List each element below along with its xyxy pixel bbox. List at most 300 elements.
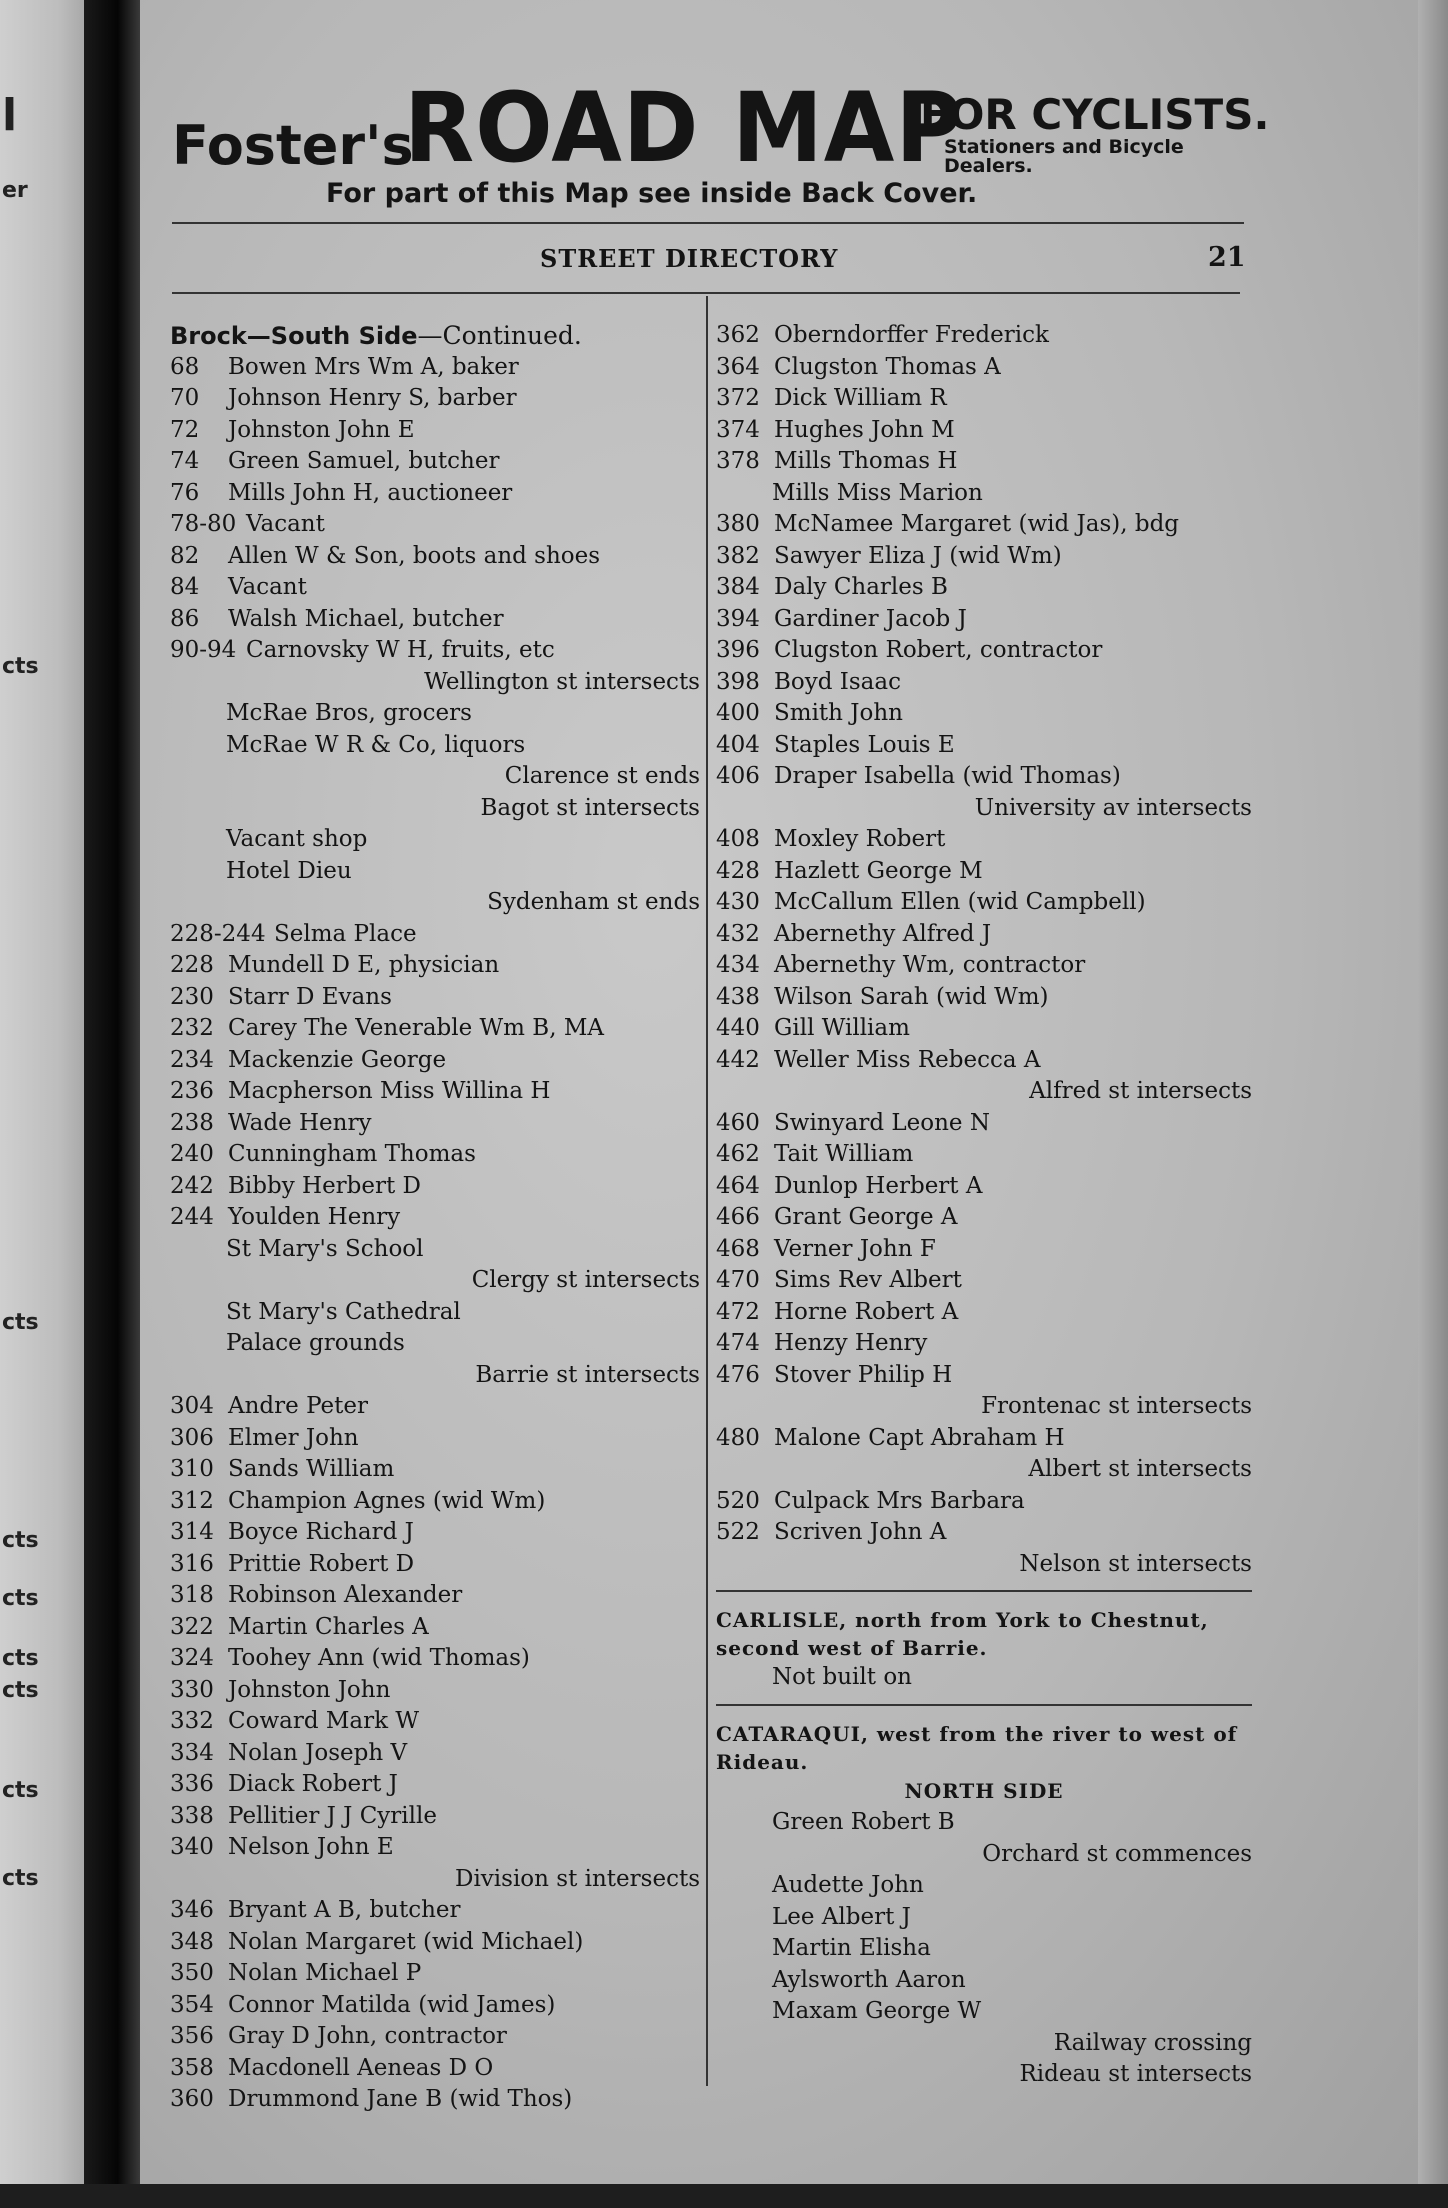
directory-entry	[716, 698, 1252, 730]
entry-name: Abernethy Wm, contractor	[774, 952, 1086, 978]
directory-entry	[716, 509, 1252, 541]
entry-name: Boyce Richard J	[228, 1519, 414, 1545]
directory-entry	[716, 1486, 1252, 1518]
header-rule	[172, 222, 1244, 224]
directory-entry	[716, 1454, 1252, 1486]
cataraqui-side: NORTH SIDE	[904, 1778, 1064, 1803]
directory-entry	[170, 1738, 700, 1770]
directory-entry	[170, 856, 700, 888]
entry-name: Bibby Herbert D	[228, 1172, 421, 1199]
directory-entry	[170, 1927, 700, 1959]
house-number: 230	[170, 983, 214, 1010]
entry-name: Johnston John E	[228, 416, 415, 443]
house-number: 476	[716, 1361, 760, 1388]
directory-entry	[170, 1486, 700, 1518]
entry-name: Nolan Michael P	[228, 1960, 422, 1986]
directory-entry	[716, 1045, 1252, 1077]
directory-entry	[170, 1832, 700, 1864]
entry-name: Martin Charles A	[228, 1613, 429, 1640]
entry-name: McRae Bros, grocers	[226, 700, 472, 726]
entry-name: Vacant	[228, 574, 307, 600]
carlisle-heading: CARLISLE, north from York to Chestnut, second west of Barrie.	[716, 1608, 1209, 1660]
house-number: 404	[716, 731, 760, 758]
directory-entry	[170, 509, 700, 541]
entry-name: Oberndorffer Frederick	[774, 322, 1049, 348]
cross-street: Division st intersects	[455, 1865, 700, 1892]
directory-entry	[170, 604, 700, 636]
cross-street: Sydenham st ends	[487, 889, 700, 915]
directory-entry	[716, 320, 1252, 352]
running-head: STREET DIRECTORY	[540, 244, 839, 273]
directory-entry	[716, 1839, 1252, 1871]
entry-name: Walsh Michael, butcher	[228, 605, 504, 632]
carlisle-note: Not built on	[772, 1664, 912, 1690]
entry-name: Clugston Thomas A	[774, 353, 1001, 380]
directory-entry	[170, 478, 700, 510]
house-number: 522	[716, 1519, 760, 1545]
directory-entry	[716, 1171, 1252, 1203]
binding-gutter	[84, 0, 140, 2208]
entry-name: Maxam George W	[772, 1998, 982, 2024]
entry-name: Tait William	[774, 1141, 914, 1167]
entry-name: Hotel Dieu	[226, 857, 352, 884]
cross-street: Alfred st intersects	[1029, 1078, 1252, 1104]
directory-entry	[170, 793, 700, 825]
house-number: 382	[716, 542, 760, 569]
margin-fragment: cts	[2, 1586, 39, 1611]
entry-name: Draper Isabella (wid Thomas)	[774, 763, 1121, 789]
entry-name: Abernethy Alfred J	[774, 920, 992, 947]
right-entries	[716, 320, 1252, 1580]
cross-street: Frontenac st intersects	[981, 1393, 1252, 1419]
entry-name: Dunlop Herbert A	[774, 1172, 983, 1199]
entry-name: Connor Matilda (wid James)	[228, 1991, 556, 2018]
ad-subtitle: For part of this Map see inside Back Cover.	[326, 178, 978, 209]
continued-label: —Continued.	[417, 321, 582, 350]
house-number: 244	[170, 1204, 214, 1230]
directory-entry	[170, 824, 700, 856]
house-number: 442	[716, 1046, 760, 1073]
entry-name: Martin Elisha	[772, 1935, 931, 1961]
directory-entry	[716, 478, 1252, 510]
entry-name: McRae W R & Co, liquors	[226, 731, 526, 758]
entry-name: Vacant	[246, 511, 325, 537]
directory-entry	[716, 1297, 1252, 1329]
house-number: 438	[716, 983, 760, 1010]
margin-fragment: cts	[2, 654, 39, 679]
margin-fragment: cts	[2, 1528, 39, 1553]
directory-entry	[716, 2028, 1252, 2060]
house-number: 440	[716, 1015, 760, 1041]
cross-street: Nelson st intersects	[1019, 1550, 1252, 1577]
house-number: 358	[170, 2054, 214, 2081]
entry-name: Aylsworth Aaron	[772, 1966, 966, 1993]
margin-fragment: l	[2, 90, 18, 141]
entry-name: Gardiner Jacob J	[774, 605, 967, 632]
house-number: 306	[170, 1424, 214, 1451]
directory-entry	[716, 919, 1252, 951]
house-number: 304	[170, 1393, 214, 1419]
entry-name: Sands William	[228, 1456, 395, 1482]
cross-street: Orchard st commences	[982, 1840, 1252, 1867]
running-head-rule	[172, 292, 1240, 294]
ad-stationers: Stationers and Bicycle Dealers.	[944, 136, 1184, 177]
house-number: 76	[170, 479, 200, 506]
cross-street: Albert st intersects	[1028, 1456, 1252, 1482]
cross-street: Wellington st intersects	[424, 668, 700, 695]
entry-name: Nolan Margaret (wid Michael)	[228, 1928, 584, 1955]
entry-name: Smith John	[774, 700, 903, 726]
directory-entry	[170, 1801, 700, 1833]
entry-name: Staples Louis E	[774, 731, 955, 758]
entry-name: Pellitier J J Cyrille	[228, 1802, 437, 1829]
directory-entry	[716, 1423, 1252, 1455]
cross-street: University av intersects	[974, 794, 1252, 821]
directory-entry	[170, 730, 700, 762]
house-number: 228	[170, 952, 214, 978]
cross-street: Clarence st ends	[504, 763, 700, 789]
house-number: 346	[170, 1897, 214, 1923]
directory-entry	[716, 1328, 1252, 1360]
entry-name: Lee Albert J	[772, 1903, 911, 1930]
entry-name: Macpherson Miss Willina H	[228, 1078, 551, 1104]
directory-entry	[716, 793, 1252, 825]
directory-entry	[170, 383, 700, 415]
house-number: 360	[170, 2086, 214, 2112]
section-rule	[716, 1704, 1252, 1706]
directory-entry	[170, 1139, 700, 1171]
cross-street: Rideau st intersects	[1019, 2061, 1252, 2087]
directory-entry	[716, 1933, 1252, 1965]
entry-name: Carey The Venerable Wm B, MA	[228, 1015, 604, 1041]
entry-name: Green Samuel, butcher	[228, 448, 500, 474]
directory-entry	[170, 1234, 700, 1266]
directory-entry	[716, 730, 1252, 762]
house-number: 466	[716, 1204, 760, 1230]
directory-entry	[170, 1202, 700, 1234]
directory-entry	[716, 604, 1252, 636]
house-number: 384	[716, 574, 760, 600]
cross-street: Railway crossing	[1053, 2029, 1252, 2056]
page-edge	[1418, 0, 1448, 2208]
directory-entry	[170, 1549, 700, 1581]
directory-entry	[170, 2084, 700, 2116]
directory-entry	[716, 824, 1252, 856]
ad-for-cyclists: FOR CYCLISTS.	[920, 90, 1270, 139]
page-number: 21	[1208, 242, 1246, 273]
entry-name: Swinyard Leone N	[774, 1109, 990, 1136]
house-number: 472	[716, 1298, 760, 1325]
directory-entry	[716, 1265, 1252, 1297]
entry-name: Mills Miss Marion	[772, 479, 983, 506]
directory-entry	[170, 635, 700, 667]
directory-entry	[170, 1769, 700, 1801]
house-number: 90-94	[170, 637, 237, 663]
house-number: 430	[716, 889, 760, 915]
directory-entry	[716, 1108, 1252, 1140]
directory-entry	[170, 698, 700, 730]
entry-name: Wilson Sarah (wid Wm)	[774, 983, 1049, 1010]
entry-name: Daly Charles B	[774, 574, 948, 600]
directory-entry	[170, 541, 700, 573]
cross-street: Bagot st intersects	[480, 794, 700, 821]
directory-entry	[170, 2021, 700, 2053]
house-number: 330	[170, 1676, 214, 1703]
directory-entry	[170, 446, 700, 478]
entry-name: Nolan Joseph V	[228, 1739, 408, 1766]
entry-name: Vacant shop	[226, 826, 368, 852]
directory-entry	[716, 887, 1252, 919]
entry-name: Allen W & Son, boots and shoes	[228, 542, 601, 569]
house-number: 68	[170, 353, 200, 380]
house-number: 72	[170, 416, 200, 443]
entry-name: St Mary's School	[226, 1235, 424, 1262]
entry-name: Mundell D E, physician	[228, 952, 500, 978]
directory-entry	[716, 2059, 1252, 2091]
house-number: 380	[716, 511, 760, 537]
house-number: 70	[170, 385, 200, 411]
house-number: 394	[716, 605, 760, 632]
entry-name: Stover Philip H	[774, 1361, 953, 1388]
directory-entry	[716, 446, 1252, 478]
house-number: 470	[716, 1267, 760, 1293]
directory-entry	[170, 572, 700, 604]
entry-name: Scriven John A	[774, 1519, 947, 1545]
directory-entry	[170, 1643, 700, 1675]
house-number: 434	[716, 952, 760, 978]
house-number: 84	[170, 574, 200, 600]
directory-entry	[170, 1895, 700, 1927]
directory-entry	[170, 1171, 700, 1203]
directory-entry	[170, 1108, 700, 1140]
margin-fragment: cts	[2, 1778, 39, 1803]
entry-name: Prittie Robert D	[228, 1550, 415, 1577]
directory-entry	[170, 1391, 700, 1423]
house-number: 362	[716, 322, 760, 348]
entry-name: St Mary's Cathedral	[226, 1298, 461, 1325]
house-number: 334	[170, 1739, 214, 1766]
directory-entry	[170, 1013, 700, 1045]
directory-entry	[716, 667, 1252, 699]
entry-name: Diack Robert J	[228, 1771, 398, 1797]
directory-entry	[170, 761, 700, 793]
entry-name: Sawyer Eliza J (wid Wm)	[774, 542, 1062, 569]
house-number: 336	[170, 1771, 214, 1797]
house-number: 462	[716, 1141, 760, 1167]
house-number: 316	[170, 1550, 214, 1577]
entry-name: Mackenzie George	[228, 1046, 447, 1073]
entry-name: McCallum Ellen (wid Campbell)	[774, 889, 1146, 915]
directory-entry	[716, 950, 1252, 982]
entry-name: Hughes John M	[774, 416, 955, 443]
entry-name: Mills John H, auctioneer	[228, 479, 513, 506]
entry-name: Bryant A B, butcher	[228, 1897, 461, 1923]
house-number: 408	[716, 826, 760, 852]
directory-entry	[716, 1517, 1252, 1549]
directory-entry	[170, 887, 700, 919]
house-number: 242	[170, 1172, 214, 1199]
entry-name: Selma Place	[274, 920, 417, 947]
house-number: 78-80	[170, 511, 237, 537]
house-number: 460	[716, 1109, 760, 1136]
cataraqui-entries	[716, 1807, 1252, 2091]
directory-entry	[716, 1996, 1252, 2028]
cross-street: Clergy st intersects	[471, 1267, 700, 1293]
directory-entry	[716, 635, 1252, 667]
house-number: 354	[170, 1991, 214, 2018]
house-number: 82	[170, 542, 200, 569]
house-number: 322	[170, 1613, 214, 1640]
entry-name: Sims Rev Albert	[774, 1267, 962, 1293]
entry-name: Weller Miss Rebecca A	[774, 1046, 1041, 1073]
entry-name: Moxley Robert	[774, 826, 946, 852]
directory-entry	[170, 1076, 700, 1108]
directory-entry	[170, 982, 700, 1014]
house-number: 86	[170, 605, 200, 632]
entry-name: Robinson Alexander	[228, 1582, 463, 1608]
entry-name: Boyd Isaac	[774, 668, 901, 695]
house-number: 374	[716, 416, 760, 443]
directory-entry	[170, 1517, 700, 1549]
house-number: 348	[170, 1928, 214, 1955]
house-number: 480	[716, 1424, 760, 1451]
directory-entry	[716, 1965, 1252, 1997]
entry-name: Cunningham Thomas	[228, 1141, 476, 1167]
directory-entry	[716, 856, 1252, 888]
house-number: 520	[716, 1487, 760, 1514]
house-number: 378	[716, 448, 760, 474]
ad-foster: Foster's	[172, 114, 414, 177]
margin-fragment: cts	[2, 1866, 39, 1891]
directory-entry	[716, 1013, 1252, 1045]
directory-entry	[170, 1675, 700, 1707]
entry-name: Hazlett George M	[774, 857, 983, 884]
house-number: 432	[716, 920, 760, 947]
entry-name: Audette John	[772, 1872, 924, 1898]
house-number: 428	[716, 857, 760, 884]
directory-entry	[170, 1612, 700, 1644]
directory-entry	[170, 1864, 700, 1896]
house-number: 468	[716, 1235, 760, 1262]
directory-entry	[716, 1202, 1252, 1234]
entry-name: McNamee Margaret (wid Jas), bdg	[774, 511, 1180, 537]
directory-entry	[170, 1958, 700, 1990]
entry-name: Horne Robert A	[774, 1298, 959, 1325]
directory-entry	[716, 572, 1252, 604]
house-number: 356	[170, 2023, 214, 2049]
section-rule	[716, 1590, 1252, 1592]
directory-entry	[716, 1391, 1252, 1423]
directory-entry	[716, 1360, 1252, 1392]
entry-name: Johnston John	[228, 1676, 391, 1703]
entry-name: Elmer John	[228, 1424, 359, 1451]
entry-name: Champion Agnes (wid Wm)	[228, 1487, 546, 1514]
house-number: 228-244	[170, 920, 266, 947]
directory-entry	[170, 1360, 700, 1392]
entry-name: Gray D John, contractor	[228, 2023, 507, 2049]
directory-entry	[716, 383, 1252, 415]
advertisement-banner	[172, 72, 1272, 182]
directory-entry	[716, 352, 1252, 384]
margin-fragment: er	[2, 178, 28, 203]
margin-fragment: cts	[2, 1310, 39, 1335]
entry-name: Green Robert B	[772, 1809, 955, 1835]
directory-entry	[170, 1328, 700, 1360]
entry-name: Johnson Henry S, barber	[228, 385, 517, 411]
entry-name: Henzy Henry	[774, 1330, 928, 1356]
directory-entry	[170, 1265, 700, 1297]
directory-entry	[716, 1234, 1252, 1266]
directory-entry	[716, 1076, 1252, 1108]
entry-name: Starr D Evans	[228, 983, 392, 1010]
directory-entry	[170, 1045, 700, 1077]
entry-name: Gill William	[774, 1015, 910, 1041]
house-number: 350	[170, 1960, 214, 1986]
entry-name: Grant George A	[774, 1204, 958, 1230]
house-number: 398	[716, 668, 760, 695]
right-column	[716, 320, 1252, 2091]
left-column	[170, 320, 700, 2116]
house-number: 400	[716, 700, 760, 726]
previous-page-strip	[0, 0, 84, 2208]
house-number: 324	[170, 1645, 214, 1671]
house-number: 338	[170, 1802, 214, 1829]
house-number: 314	[170, 1519, 214, 1545]
directory-entry	[170, 1706, 700, 1738]
house-number: 406	[716, 763, 760, 789]
directory-entry	[170, 352, 700, 384]
cataraqui-heading: CATARAQUI, west from the river to west of Rideau.	[716, 1721, 1238, 1774]
entry-name: Culpack Mrs Barbara	[774, 1487, 1025, 1514]
entry-name: Palace grounds	[226, 1330, 405, 1356]
house-number: 364	[716, 353, 760, 380]
left-entries	[170, 352, 700, 2116]
directory-entry	[170, 950, 700, 982]
house-number: 74	[170, 448, 200, 474]
column-divider	[706, 296, 708, 2086]
house-number: 232	[170, 1015, 214, 1041]
directory-entry	[716, 1139, 1252, 1171]
margin-fragment: cts	[2, 1646, 39, 1671]
house-number: 340	[170, 1834, 214, 1860]
house-number: 464	[716, 1172, 760, 1199]
entry-name: Toohey Ann (wid Thomas)	[228, 1645, 530, 1671]
house-number: 238	[170, 1109, 214, 1136]
directory-entry	[170, 1580, 700, 1612]
entry-name: Carnovsky W H, fruits, etc	[246, 637, 555, 663]
entry-name: Youlden Henry	[228, 1204, 401, 1230]
directory-entry	[170, 415, 700, 447]
directory-entry	[170, 1990, 700, 2022]
directory-entry	[716, 415, 1252, 447]
directory-entry	[170, 1297, 700, 1329]
house-number: 236	[170, 1078, 214, 1104]
house-number: 474	[716, 1330, 760, 1356]
directory-entry	[716, 1549, 1252, 1581]
entry-name: Coward Mark W	[228, 1708, 420, 1734]
house-number: 372	[716, 385, 760, 411]
directory-entry	[170, 667, 700, 699]
section-heading	[170, 320, 700, 352]
directory-entry	[170, 919, 700, 951]
directory-entry	[716, 761, 1252, 793]
entry-name: Bowen Mrs Wm A, baker	[228, 353, 519, 380]
house-number: 312	[170, 1487, 214, 1514]
house-number: 240	[170, 1141, 214, 1167]
entry-name: Wade Henry	[228, 1109, 372, 1136]
entry-name: Mills Thomas H	[774, 448, 958, 474]
house-number: 234	[170, 1046, 214, 1073]
